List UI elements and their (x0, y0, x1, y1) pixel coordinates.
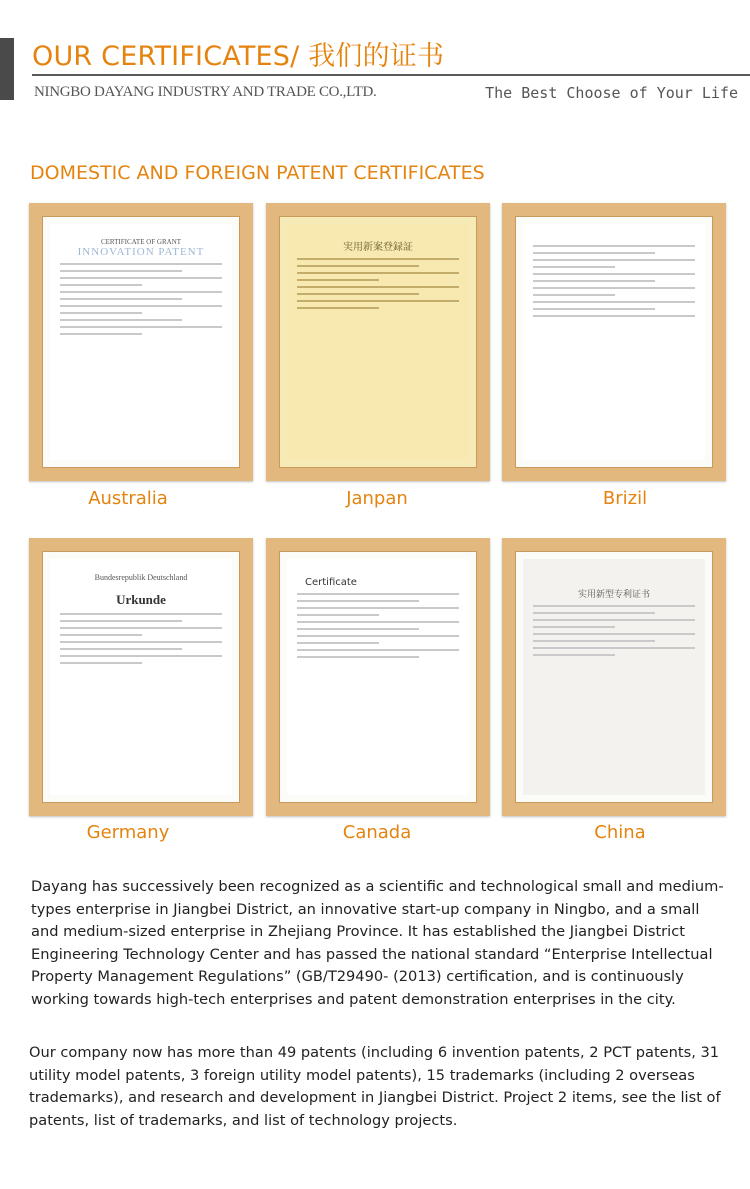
slogan: The Best Choose of Your Life (485, 84, 738, 102)
certificate-title: INNOVATION PATENT (77, 246, 205, 258)
company-name: NINGBO DAYANG INDUSTRY AND TRADE CO.,LTD. (34, 84, 377, 100)
certificate-title: 实用新型专利证书 (577, 589, 650, 599)
certificate-title: Certificate (305, 577, 357, 588)
certificate-frame-janpan (266, 203, 490, 481)
page-title: OUR CERTIFICATES/ 我们的证书 (32, 41, 445, 72)
title-divider (32, 74, 750, 76)
certificate-document (523, 224, 705, 460)
certificate-head: CERTIFICATE OF GRANT (100, 238, 182, 246)
certificate-document (523, 559, 705, 795)
certificate-document (287, 559, 469, 795)
header-accent-bar (0, 38, 14, 100)
certificate-document (50, 559, 232, 795)
patents-paragraph: Our company now has more than 49 patents (including 6 invention patents, 2 PCT patents, 31 utility model patents, 3 foreign utility model patents), 15 trademarks (including 2 overseas trademarks), and research and development in Jiangbei District. Project 2 items, see the list of patents, list of trademarks, and list of technology projects. (29, 1044, 721, 1129)
country-label-brizil: Brizil (602, 488, 648, 509)
country-label-china: China (594, 822, 646, 843)
country-label-janpan: Janpan (346, 488, 408, 509)
certificate-frame-germany (29, 538, 253, 816)
intro-paragraph: Dayang has successively been recognized as a scientific and technological small and medium-types enterprise in Jiangbei District, an innovative start-up company in Ningbo, and a small and medium-sized enterprise in Zhejiang Province. It has established the Jiangbei District Engineering Technology Center and has passed the national standard “Enterprise Intellectual Property Management Regulations” (GB/T29490- (2013) certification, and is continuously working towards high-tech enterprises and patent demonstration enterprises in the city. (31, 878, 724, 1008)
certificate-frame-canada (266, 538, 490, 816)
country-label-australia: Australia (88, 488, 168, 509)
certificate-frame-china (502, 538, 726, 816)
certificate-head: Bundesrepublik Deutschland (94, 573, 188, 582)
country-label-germany: Germany (86, 822, 170, 843)
certificate-document (287, 224, 469, 460)
certificate-title: Urkunde (116, 592, 166, 607)
country-label-canada: Canada (342, 822, 412, 843)
section-title: DOMESTIC AND FOREIGN PATENT CERTIFICATES (30, 162, 485, 184)
certificate-title: 実用新案登録証 (343, 242, 413, 253)
certificate-frame-brizil (502, 203, 726, 481)
certificate-frame-australia (29, 203, 253, 481)
certificate-document (50, 224, 232, 460)
